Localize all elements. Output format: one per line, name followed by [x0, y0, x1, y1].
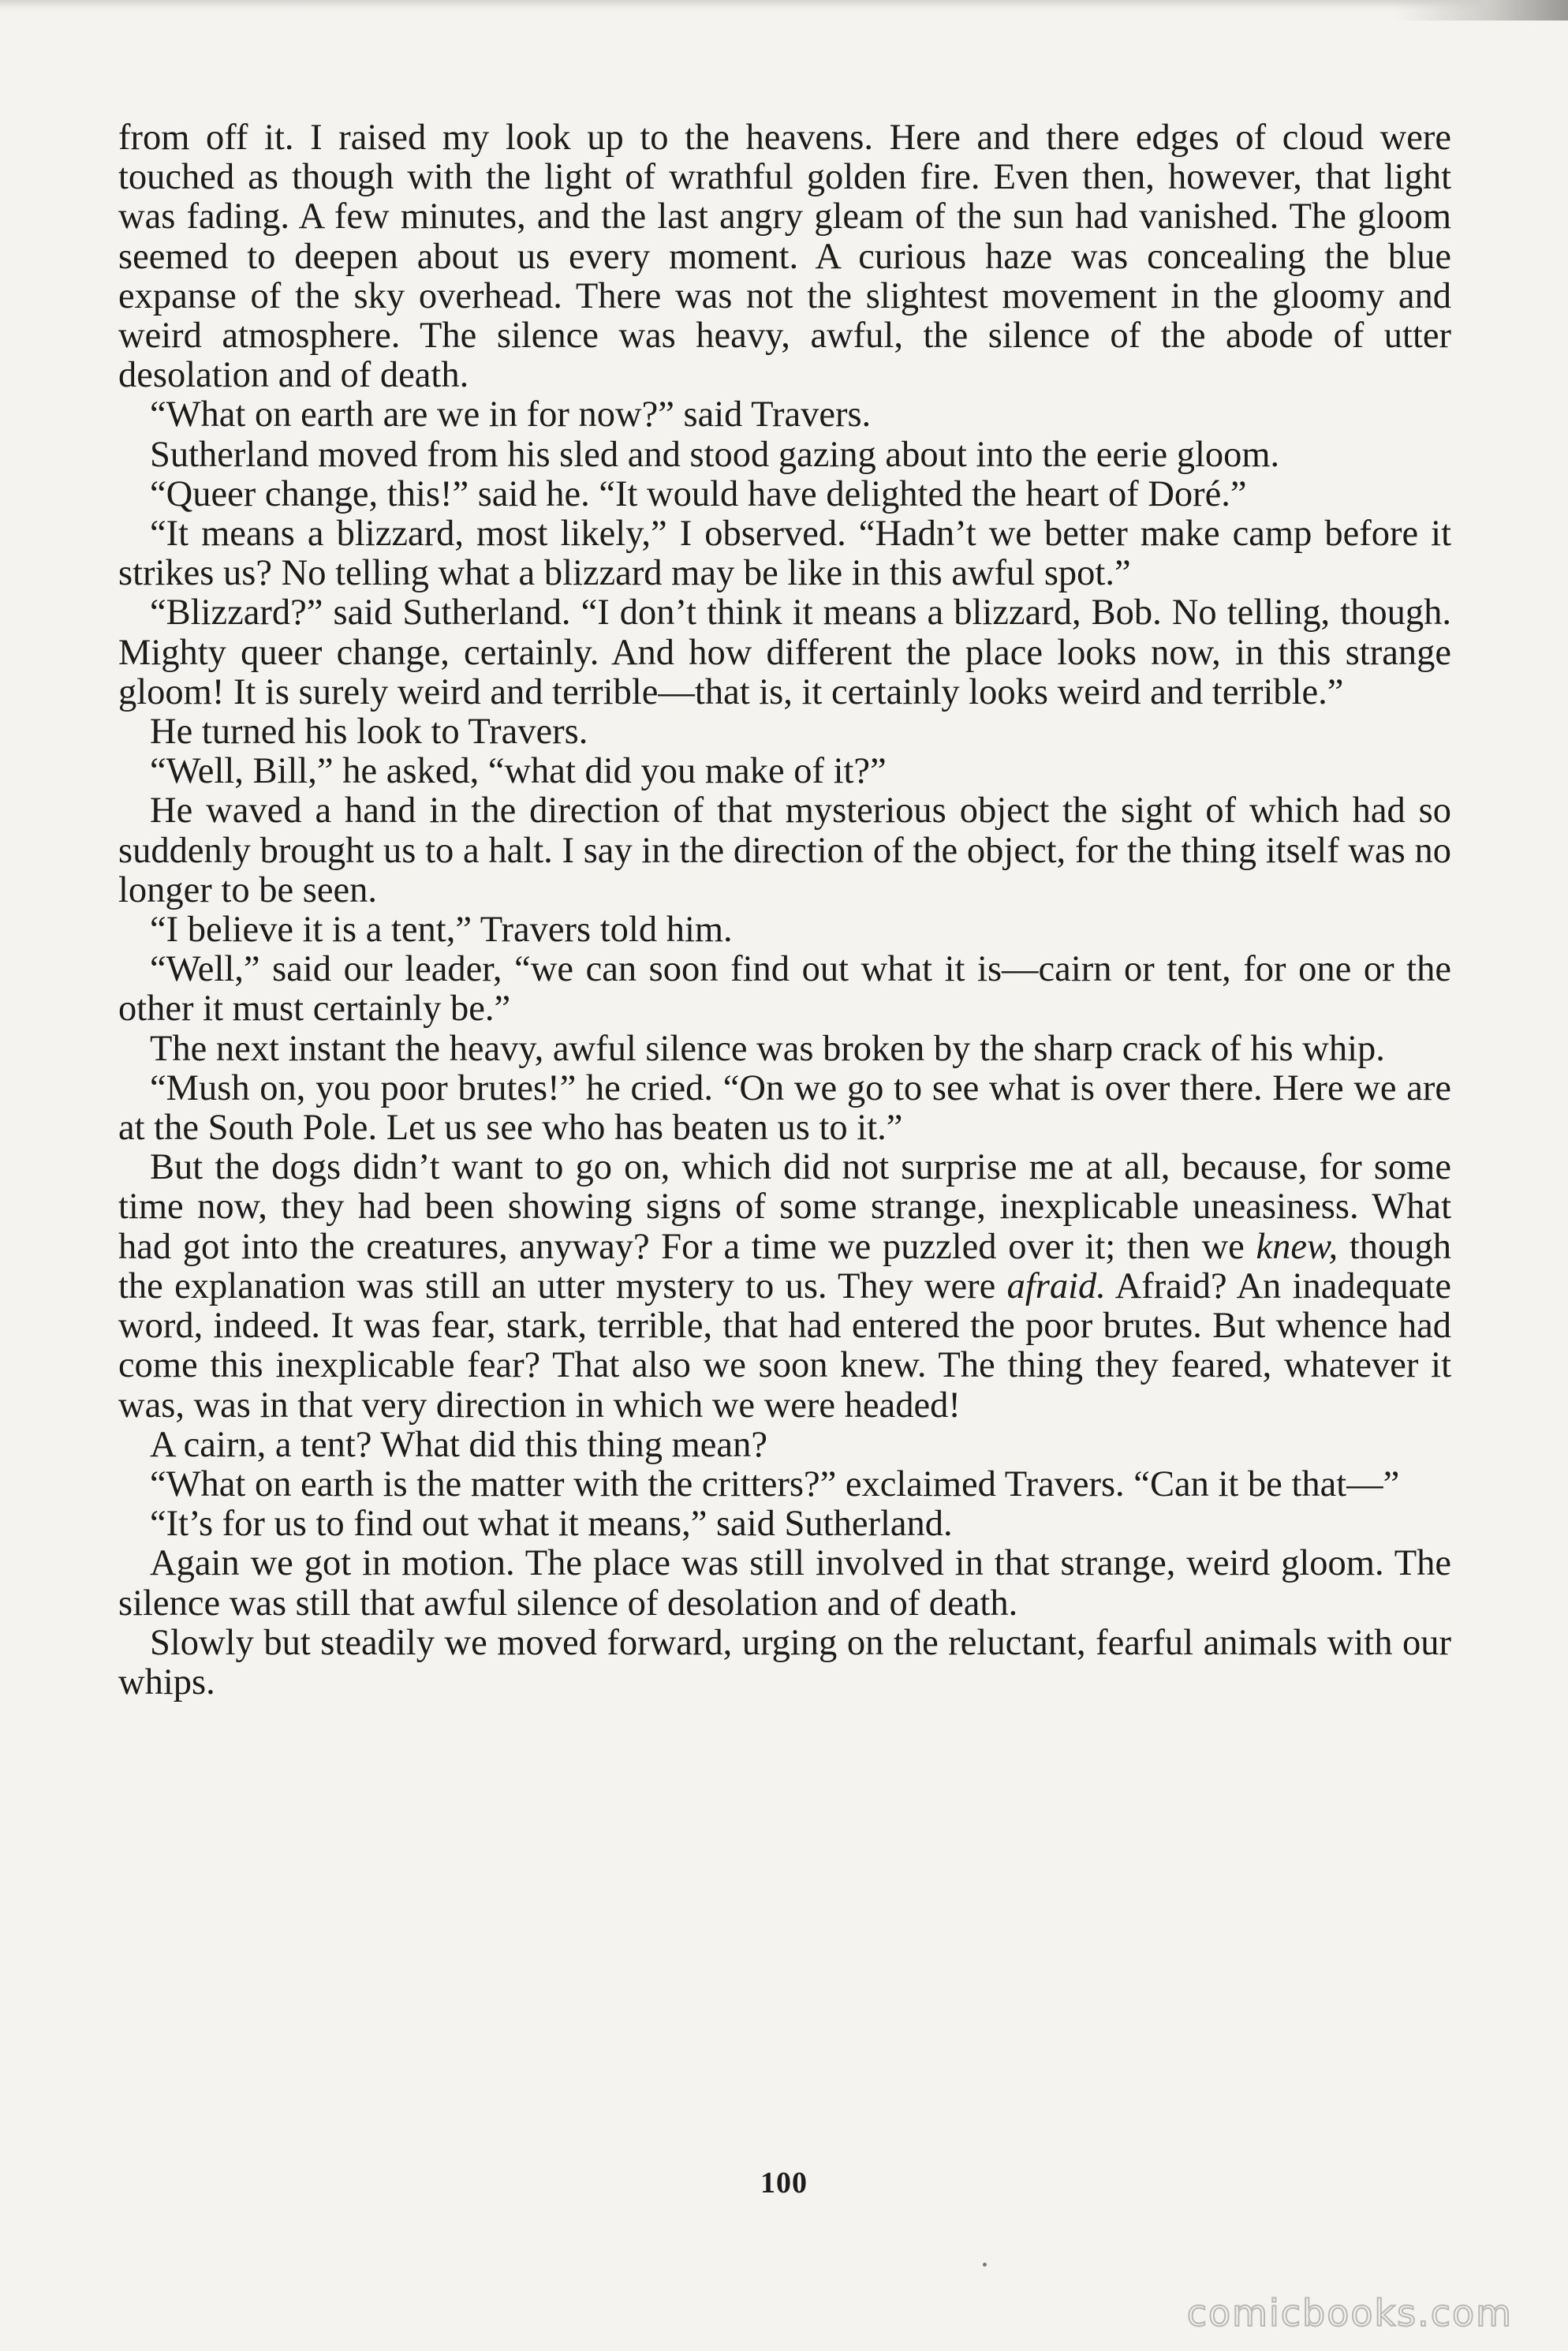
paragraph-text: But the dogs didn’t want to go on, which did not surprise me at all, because, for some time now, they had been showing signs of some strange, inexplicable uneasiness. What had got into the creatures, anyway? For a time we puzzled over it; then we	[118, 1147, 1451, 1267]
paragraph: “What on earth is the matter with the critters?” exclaimed Travers. “Can it be that—”	[150, 1463, 1400, 1504]
paragraph: A cairn, a tent? What did this thing mean?	[150, 1424, 767, 1465]
paragraph: The next instant the heavy, awful silence was broken by the sharp crack of his whip.	[150, 1028, 1385, 1069]
paragraph: “Mush on, you poor brutes!” he cried. “On we go to see what is over there. Here we are at the South Pole. Let us see who has beaten us to it.”	[118, 1067, 1451, 1149]
paragraph: “Blizzard?” said Sutherland. “I don’t think it means a blizzard, Bob. No telling, though. Mighty queer change, certainly. And how different the place looks now, in this strange gloom! It is surely weird and terrible—that is, it certainly looks weird and terrible.”	[118, 592, 1451, 712]
page-number: 100	[760, 2166, 808, 2200]
paragraph: “It’s for us to find out what it means,” said Sutherland.	[150, 1504, 953, 1545]
italic-word: afraid.	[1006, 1265, 1106, 1306]
page-top-edge	[0, 0, 1568, 11]
paragraph-with-italics	[118, 1148, 1451, 1425]
paragraph: “Well, Bill,” he asked, “what did you make of it?”	[150, 751, 887, 792]
paragraph: “What on earth are we in for now?” said Travers.	[150, 394, 872, 435]
site-watermark: comicbooks.com	[1186, 2292, 1513, 2334]
ink-speck	[983, 2263, 987, 2267]
paragraph: from off it. I raised my look up to the heavens. Here and there edges of cloud were touched as though with the light of wrathful golden fire. Even then, however, that light was fading. A few minutes, and the last angry gleam of the sun had vanished. The gloom seemed to deepen about us every moment. A curious haze was concealing the blue expanse of the sky overhead. There was not the slightest movement in the gloomy and weird atmosphere. The silence was heavy, awful, the silence of the abode of utter desolation and of death.	[118, 118, 1451, 396]
paragraph: He waved a hand in the direction of that mysterious object the sight of which had so suddenly brought us to a halt. I say in the direction of the object, for the thing itself was no longer to be seen.	[118, 791, 1451, 910]
paragraph-text: though the explanation was still an utter mystery to us. They were	[118, 1226, 1452, 1306]
paragraph-text: Afraid? An inadequate word, indeed. It was fear, stark, terrible, that had entered the poor brutes. But whence had come this inexplicable fear? That also we soon knew. The thing they feared, whatever it was, was in that very direction in which we were headed!	[118, 1265, 1451, 1426]
book-page-body	[118, 118, 1451, 1703]
paragraph: Again we got in motion. The place was still involved in that strange, weird gloom. The silence was still that awful silence of desolation and of death.	[118, 1543, 1451, 1624]
paragraph: He turned his look to Travers.	[150, 712, 588, 753]
paragraph: Slowly but steadily we moved forward, urging on the reluctant, fearful animals with our whips.	[118, 1622, 1451, 1703]
paragraph: “It means a blizzard, most likely,” I observed. “Hadn’t we better make camp before it strikes us? No telling what a blizzard may be like in this awful spot.”	[118, 514, 1451, 594]
paragraph: Sutherland moved from his sled and stood gazing about into the eerie gloom.	[150, 434, 1280, 475]
italic-word: knew,	[1256, 1226, 1338, 1267]
paragraph: “Well,” said our leader, “we can soon find out what it is—cairn or tent, for one or the other it must certainly be.”	[118, 949, 1451, 1030]
paragraph: “I believe it is a tent,” Travers told him.	[150, 910, 733, 951]
paragraph: “Queer change, this!” said he. “It would have delighted the heart of Doré.”	[150, 473, 1247, 514]
